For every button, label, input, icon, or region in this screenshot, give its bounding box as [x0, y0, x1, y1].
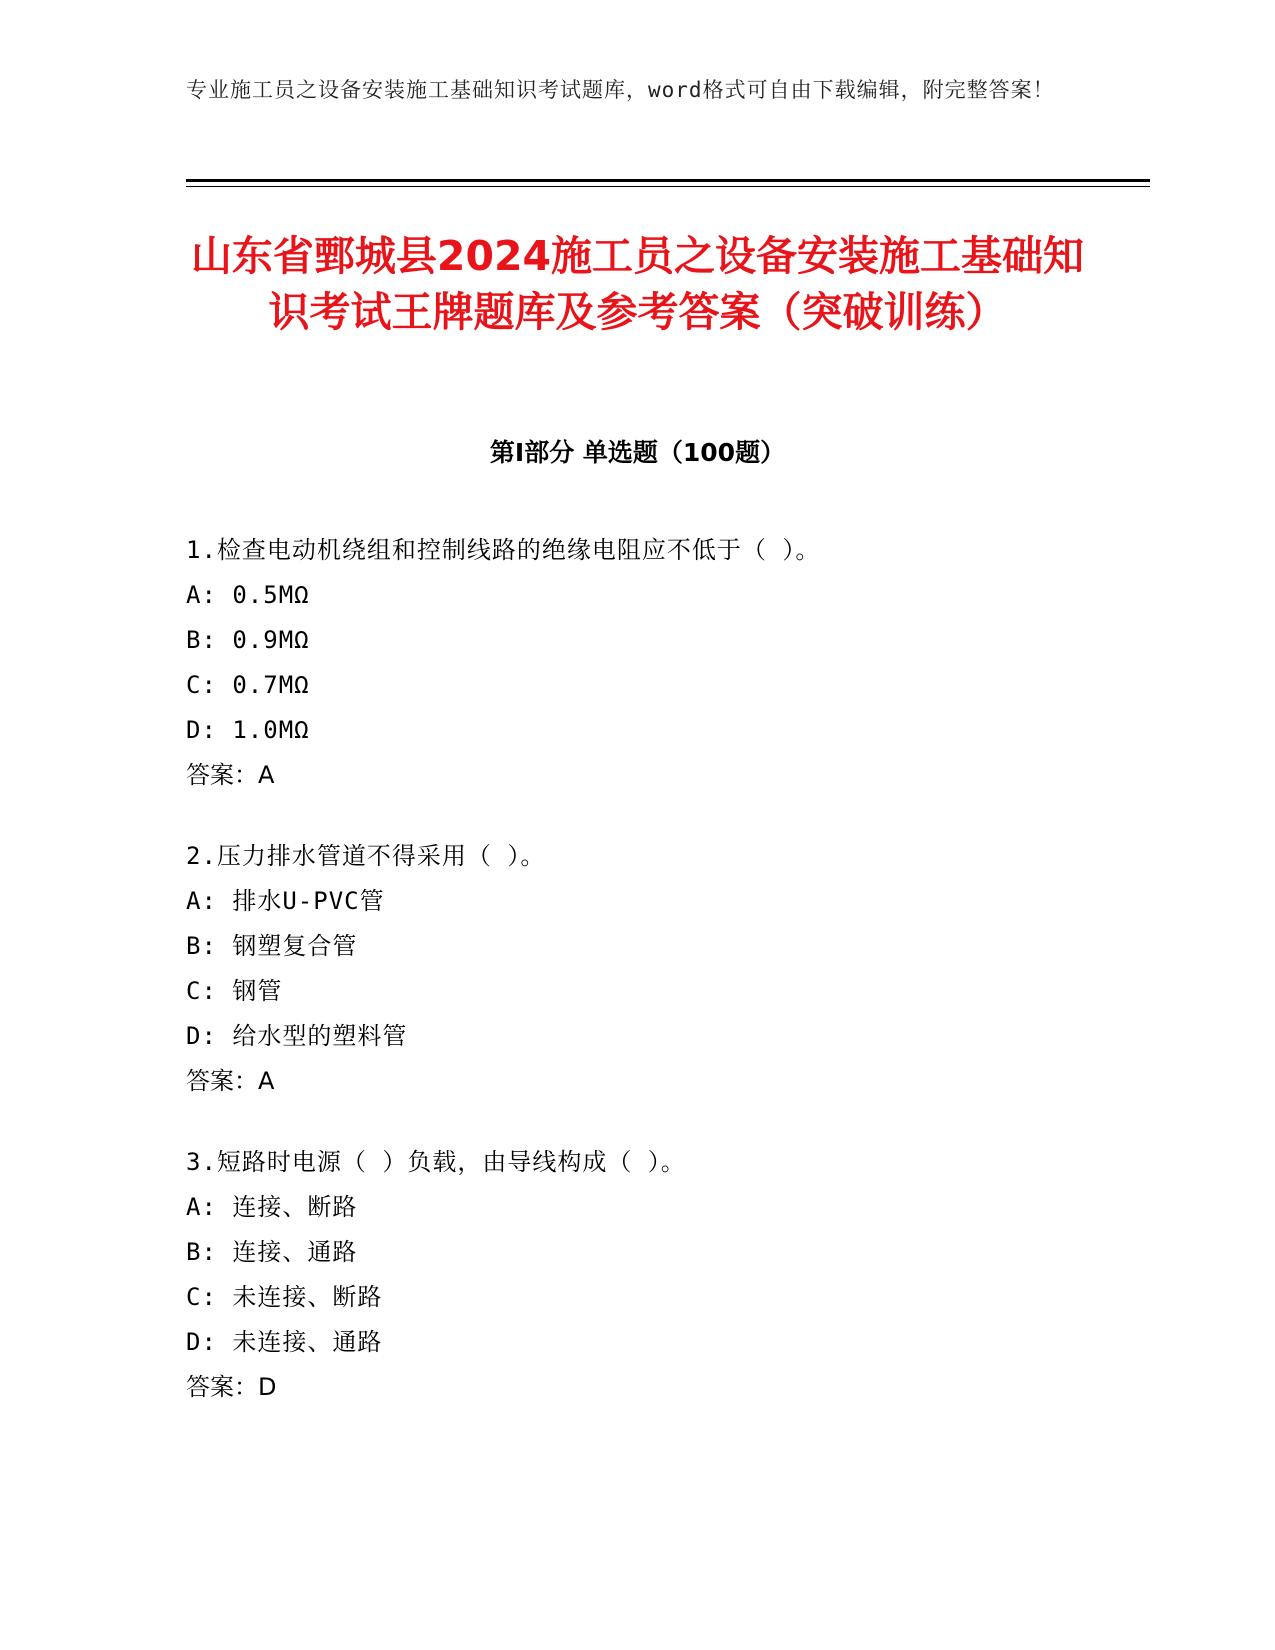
section-title: 第I部分 单选题（100题） — [489, 438, 786, 467]
answer-line: 答案：A — [186, 1067, 275, 1095]
option-c: C: 未连接、断路 — [186, 1283, 383, 1311]
option-a: A: 0.5MΩ — [186, 581, 310, 609]
option-list — [186, 879, 1126, 1059]
question-item — [186, 834, 1126, 1104]
option-d: D: 1.0MΩ — [186, 716, 310, 744]
question-stem: 2.压力排水管道不得采用（ ）。 — [186, 842, 546, 870]
question-item — [186, 528, 1126, 798]
option-c: C: 钢管 — [186, 977, 283, 1005]
document-title: 山东省鄄城县2024施工员之设备安装施工基础知识考试王牌题库及参考答案（突破训练） — [190, 232, 1085, 336]
option-c: C: 0.7MΩ — [186, 671, 310, 699]
option-list — [186, 1185, 1126, 1365]
question-item — [186, 1140, 1126, 1410]
answer-line: 答案：D — [186, 1373, 277, 1401]
option-list — [186, 573, 1126, 753]
option-b: B: 连接、通路 — [186, 1238, 358, 1266]
question-list — [186, 528, 1126, 1446]
option-b: B: 钢塑复合管 — [186, 932, 358, 960]
header-divider-thin — [186, 186, 1150, 187]
option-b: B: 0.9MΩ — [186, 626, 310, 654]
question-stem: 3.短路时电源（ ）负载，由导线构成（ ）。 — [186, 1148, 686, 1176]
answer-line: 答案：A — [186, 761, 275, 789]
option-a: A: 排水U-PVC管 — [186, 887, 385, 915]
question-stem: 1.检查电动机绕组和控制线路的绝缘电阻应不低于（ ）。 — [186, 536, 821, 564]
option-d: D: 给水型的塑料管 — [186, 1022, 408, 1050]
option-d: D: 未连接、通路 — [186, 1328, 383, 1356]
option-a: A: 连接、断路 — [186, 1193, 358, 1221]
header-divider-thick — [186, 179, 1150, 182]
header-note: 专业施工员之设备安装施工基础知识考试题库，word格式可自由下载编辑，附完整答案！ — [186, 78, 1055, 102]
